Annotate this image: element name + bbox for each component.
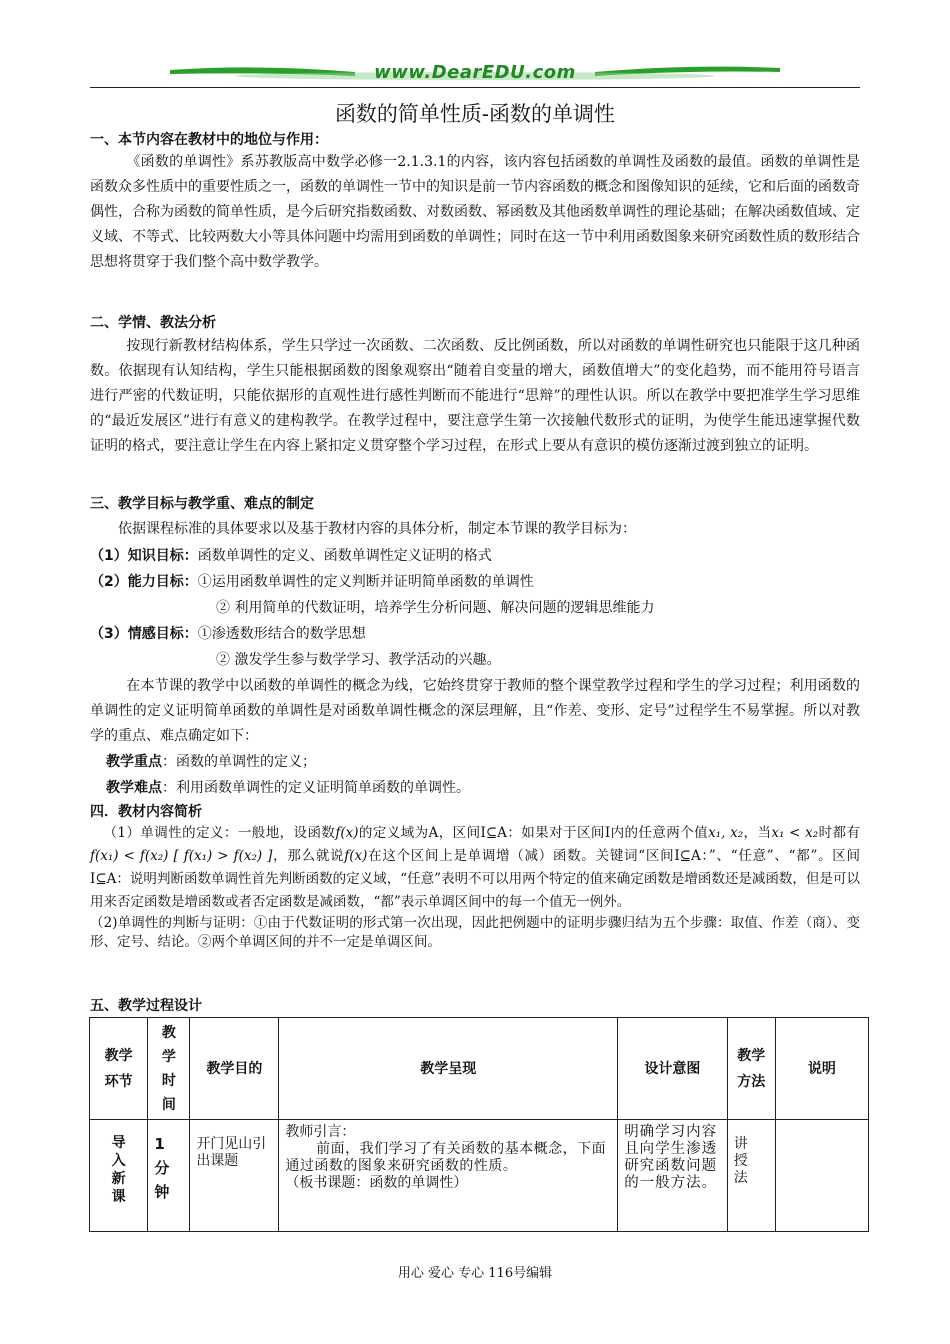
section1-heading: 一、本节内容在教材中的地位与作用：: [90, 132, 328, 148]
math-fx-2: f(x): [344, 848, 368, 864]
definition-text-3: ，当: [743, 825, 772, 841]
goal3-text-a: ①渗透数形结合的数学思想: [197, 626, 366, 642]
section4-heading: 四．教材内容简析: [90, 804, 202, 820]
section4-judgement: [90, 914, 860, 952]
difficult-point-text: ：利用函数单调性的定义证明简单函数的单调性。: [162, 780, 470, 796]
section5-heading: 五、教学过程设计: [90, 998, 202, 1014]
cell-purpose: 开门见山引出课题: [190, 1120, 279, 1232]
section1-body: [90, 150, 860, 275]
goal-ability: [90, 571, 534, 591]
header-time: 教 学 时 间: [148, 1018, 190, 1120]
key-point: [106, 751, 316, 771]
goal-knowledge: [90, 545, 492, 565]
cell-time: 1 分 钟: [148, 1120, 190, 1232]
cell-presentation: [279, 1120, 618, 1232]
header-presentation: 教学呈现: [279, 1018, 618, 1120]
judgement-paragraph: （2)单调性的判断与证明：①由于代数证明的形式第一次出现，因此把例题中的证明步骤归结为五个步骤：取值、作差（商）、变形、定号、结论。②两个单调区间的并不一定是单调区间。: [90, 915, 860, 950]
cell-stage: 导 入 新 课: [90, 1120, 148, 1232]
math-fx: f(x): [335, 825, 359, 841]
presentation-line-3: （板书课题：函数的单调性）: [285, 1175, 468, 1191]
section1-paragraph: 《函数的单调性》系苏教版高中数学必修一2.1.3.1的内容，该内容包括函数的单调性及函数的最值。函数的单调性是函数众多性质中的重要性质之一，函数的单调性一节中的知识是前一节内容函数的概念和图像知识的延续，它和后面的函数奇偶性，合称为函数的简单性质，是今后研究指数函数、对数函数、幂函数及其他函数单调性的理论基础；在解决函数值域、定义域、不等式、比较两数大小等具体问题中均需用到函数的单调性；同时在这一节中利用函数图象来研究函数性质的数形结合思想将贯穿于我们整个高中数学教学。: [90, 154, 860, 270]
goal3-label: （3）情感目标：: [90, 626, 198, 642]
header-intent: 设计意图: [618, 1018, 728, 1120]
definition-text-6: 在这个区间上是单调增（减）函数。关键词“区间I⊆A：”、“任意”、“都”。区间I⊆A：说明判断函数单调性首先判断函数的定义域，“任意”表明不可以用两个特定的值来确定函数是增函数还是减函数，但是可以用来否定函数是增函数或者否定函数是减函数，“都”表示单调区间中的每一个值无一例外。: [90, 848, 861, 910]
header-purpose: 教学目的: [190, 1018, 279, 1120]
lesson-plan-table: [89, 1017, 869, 1232]
math-inequality: f(x₁) < f(x₂) [ f(x₁) > f(x₂) ]: [90, 848, 273, 864]
goal2-text-a: ①运用函数单调性的定义判断并证明简单函数的单调性: [197, 574, 534, 590]
page-footer: 用心 爱心 专心 116号编辑: [397, 1266, 553, 1281]
goal-emotion: [90, 623, 366, 643]
presentation-line-2: 前面，我们学习了有关函数的基本概念，下面通过函数的图象来研究函数的性质。: [285, 1141, 607, 1174]
header-method: 教学 方法: [727, 1018, 775, 1120]
cell-method: 讲 授 法: [727, 1120, 775, 1232]
table-row: [90, 1120, 869, 1232]
section2-paragraph: 按现行新教材结构体系，学生只学过一次函数、二次函数、反比例函数，所以对函数的单调性研究也只能限于这几种函数。依据现有认知结构，学生只能根据函数的图象观察出“随着自变量的增大，函数值增大”的变化趋势，而不能用符号语言进行严密的代数证明，只能依据形的直观性进行感性判断而不能进行“思辩”的理性认识。所以在教学中要把准学生学习思维的“最近发展区”进行有意义的建构教学。在教学过程中，要注意学生第一次接触代数形式的证明，为使学生能迅速掌握代数证明的格式，要注意让学生在内容上紧扣定义贯穿整个学习过程，在形式上要从有意识的模仿逐渐过渡到独立的证明。: [90, 338, 860, 454]
difficult-point-label: 教学难点: [106, 780, 162, 796]
goal1-label: （1）知识目标：: [90, 548, 198, 564]
logo-text[interactable]: www.DearEDU.com: [374, 62, 576, 83]
cell-note: [775, 1120, 868, 1232]
math-vars: x₁, x₂: [708, 825, 744, 841]
key-point-label: 教学重点: [106, 754, 162, 770]
section2-heading: 二、学情、教法分析: [90, 315, 216, 331]
section3-paragraph: 在本节课的教学中以函数的单调性的概念为线，它始终贯穿于教师的整个课堂教学过程和学生的学习过程；利用函数的单调性的定义证明简单函数的单调性是对函数单调性概念的深层理解，且“作差、变形、定号”过程学生不易掌握。所以对教学的重点、难点确定如下：: [90, 678, 860, 744]
definition-text-5: ，那么就说: [272, 848, 345, 864]
cell-intent: 明确学习内容且向学生渗透研究函数问题的一般方法。: [618, 1120, 728, 1232]
goal1-text: 函数单调性的定义、函数单调性定义证明的格式: [197, 548, 492, 564]
presentation-line-1: 教师引言：: [285, 1124, 356, 1140]
definition-text-2: 的定义域为A，区间I⊆A：如果对于区间I内的任意两个值: [358, 825, 709, 841]
header-rule: [90, 87, 860, 88]
math-condition: x₁ < x₂: [771, 825, 819, 841]
section2-body: [90, 334, 860, 459]
section3-intro: 依据课程标准的具体要求以及基于教材内容的具体分析，制定本节课的教学目标为：: [118, 521, 636, 537]
difficult-point: [106, 777, 470, 797]
section3-body: [90, 674, 860, 749]
goal2-text-b: ② 利用简单的代数证明，培养学生分析问题、解决问题的逻辑思维能力: [216, 600, 655, 616]
section4-definition: [90, 822, 860, 914]
section3-heading: 三、教学目标与教学重、难点的制定: [90, 496, 314, 512]
definition-text-1: （1）单调性的定义：一般地，设函数: [103, 825, 336, 841]
goal3-text-b: ② 激发学生参与数学学习、教学活动的兴趣。: [216, 652, 501, 668]
goal2-label: （2）能力目标：: [90, 574, 198, 590]
table-header-row: [90, 1018, 869, 1120]
definition-text-4: 时都有: [818, 825, 860, 841]
site-logo: [170, 62, 780, 88]
definition-paragraph: [90, 822, 860, 914]
header-note: 说明: [775, 1018, 868, 1120]
page-title: 函数的简单性质-函数的单调性: [334, 102, 616, 126]
key-point-text: ：函数的单调性的定义；: [162, 754, 316, 770]
header-stage: 教学 环节: [90, 1018, 148, 1120]
